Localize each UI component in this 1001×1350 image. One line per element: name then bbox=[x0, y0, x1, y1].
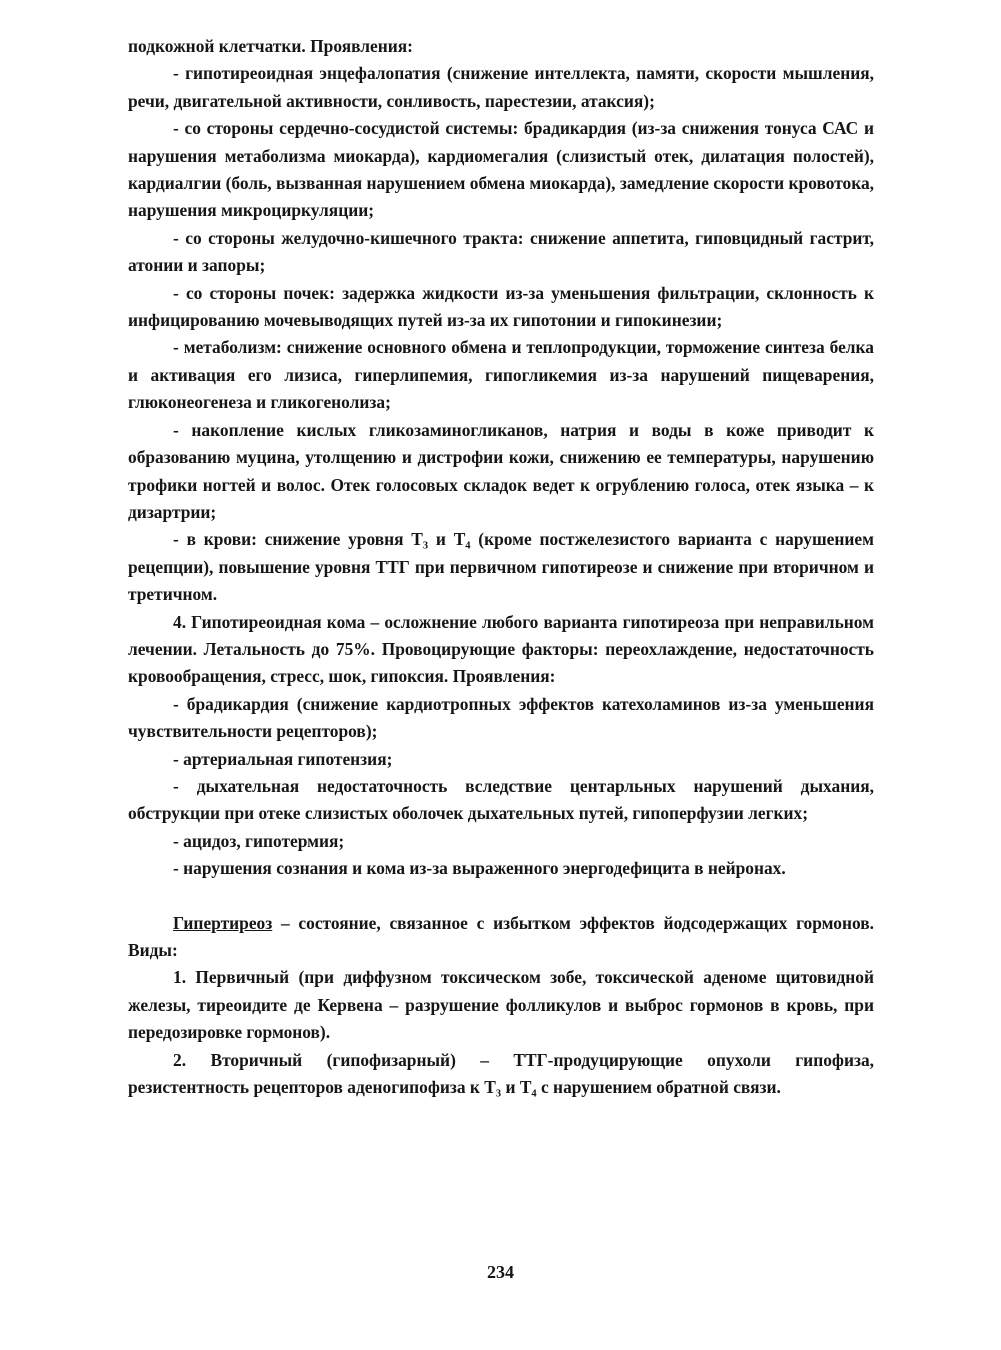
paragraph-acidosis: - ацидоз, гипотермия; bbox=[173, 830, 345, 851]
paragraph-primary: 1. Первичный (при диффузном токсическом зобе, токсической аденоме щитовидной железы, тиреоидите де Кервена – разрушение фолликулов и выброс гормонов в кровь, при передозировке гормонов). bbox=[128, 967, 874, 1043]
paragraph-hypotension: - артериальная гипотензия; bbox=[173, 748, 393, 769]
page-body bbox=[128, 33, 874, 1101]
paragraph-consciousness: - нарушения сознания и кома из-за выраженного энергодефицита в нейронах. bbox=[173, 858, 786, 879]
paragraph-kidneys: - со стороны почек: задержка жидкости из-за уменьшения фильтрации, склонность к инфицированию мочевыводящих путей из-за их гипотонии и гипокинезии; bbox=[128, 282, 874, 331]
paragraph-encephalopathy: - гипотиреоидная энцефалопатия (снижение интеллекта, памяти, скорости мышления, речи, двигательной активности, сонливость, парестезии, атаксия); bbox=[128, 63, 874, 111]
paragraph-respiratory: - дыхательная недостаточность вследствие центарльных нарушений дыхания, обструкции при отеке слизистых оболочек дыхательных путей, гипоперфузии легких; bbox=[128, 775, 874, 824]
paragraph-skin: - накопление кислых гликозаминогликанов, натрия и воды в коже приводит к образованию муцина, утолщению и дистрофии кожи, снижению ее температуры, нарушению трофики ногтей и волос. Отек голосовых складок ведет к огрублению голоса, отек языка – к дизартрии; bbox=[128, 419, 874, 522]
section-gap bbox=[128, 883, 874, 910]
paragraph-intro: подкожной клетчатки. Проявления: bbox=[128, 36, 413, 56]
paragraph-metabolism: - метаболизм: снижение основного обмена и теплопродукции, торможение синтеза белка и активация его лизиса, гиперлипемия, гипогликемия из-за нарушений пищеварения, глюконеогенеза и гликогенолиза; bbox=[128, 337, 874, 413]
paragraph-gastrointestinal: - со стороны желудочно-кишечного тракта: снижение аппетита, гиповцидный гастрит, атонии и запоры; bbox=[128, 227, 874, 276]
paragraph-coma: 4. Гипотиреоидная кома – осложнение любого варианта гипотиреоза при неправильном лечении. Летальность до 75%. Провоцирующие факторы: переохлаждение, недостаточность кровообращения, стресс, шок, гипоксия. Проявления: bbox=[128, 611, 874, 687]
paragraph-blood: - в крови: снижение уровня T₃ и T₄ (кроме постжелезистого варианта с нарушением рецепции), повышение уровня ТТГ при первичном гипотиреозе и снижение при вторичном и третичном. bbox=[128, 529, 874, 605]
paragraph-hyperthyroidism-definition bbox=[128, 910, 874, 965]
paragraph-secondary: 2. Вторичный (гипофизарный) – ТТГ-продуцирующие опухоли гипофиза, резистентность рецепторов аденогипофиза к T₃ и T₄ с нарушением обратной связи. bbox=[128, 1049, 874, 1098]
paragraph-cardiovascular: - со стороны сердечно-сосудистой системы: брадикардия (из-за снижения тонуса САС и нарушения метаболизма миокарда), кардиомегалия (слизистый отек, дилатация полостей), кардиалгии (боль, вызванная нарушением обмена миокарда), замедление скорости кровотока, нарушения микроциркуляции; bbox=[128, 118, 874, 221]
paragraph-bradycardia: - брадикардия (снижение кардиотропных эффектов катехоламинов из-за уменьшения чувствительности рецепторов); bbox=[128, 693, 874, 742]
definition-text: – состояние, связанное с избытком эффектов йодсодержащих гормонов. Виды: bbox=[128, 912, 874, 960]
page-number: 234 bbox=[487, 1262, 514, 1282]
term-hyperthyroidism: Гипертиреоз bbox=[173, 912, 273, 933]
